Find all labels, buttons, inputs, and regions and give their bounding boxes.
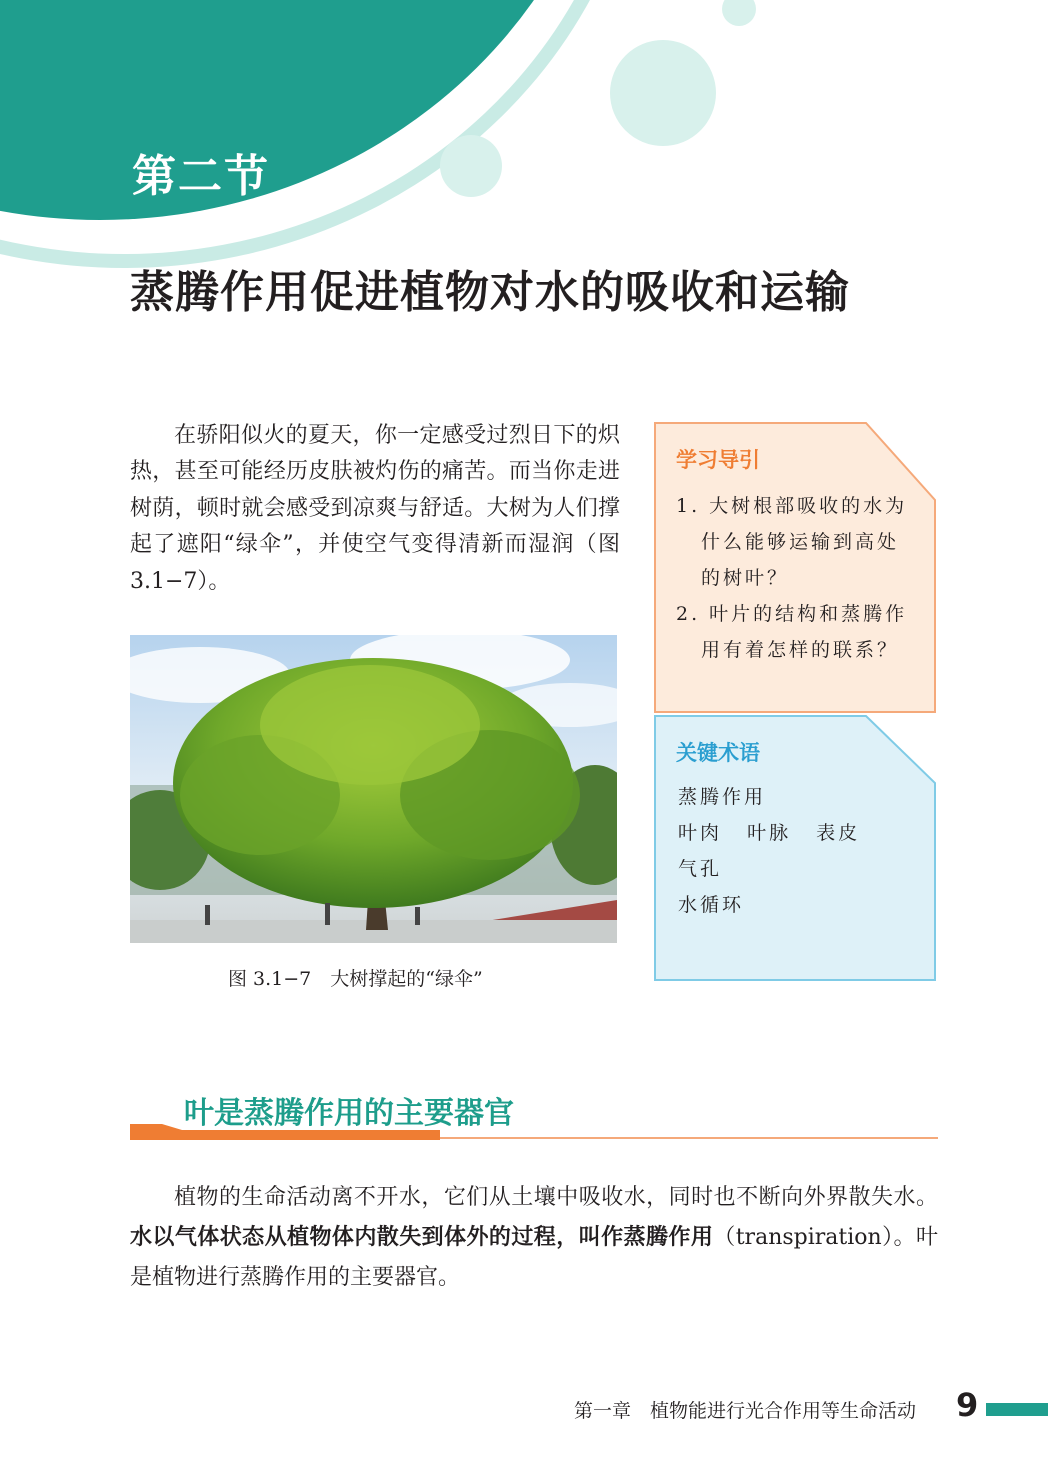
decor-circle-tiny (722, 0, 756, 26)
figure-caption: 图 3.1−7 大树撑起的“绿伞” (228, 968, 483, 990)
key-term: 水循环 (678, 894, 745, 916)
footer-chapter: 第一章 植物能进行光合作用等生命活动 (574, 1400, 917, 1422)
page-bar (986, 1403, 1048, 1416)
decor-circle-large (610, 40, 716, 146)
tree-illustration (130, 635, 617, 943)
study-guide-item: 1. 大树根部吸收的水为什么能够运输到高处的树叶？ (676, 495, 908, 589)
page-number: 9 (956, 1386, 979, 1424)
key-term: 气孔 (678, 858, 723, 880)
subsection-heading-rule (130, 1118, 938, 1142)
decor-circle-small (440, 135, 502, 197)
paragraph-text: （transpiration）。叶是植物进行蒸腾作用的主要器官。 (130, 1225, 938, 1290)
study-guide-list (676, 488, 916, 668)
key-terms-list (678, 779, 876, 923)
subsection-heading: 叶是蒸腾作用的主要器官 (184, 1096, 514, 1131)
key-term: 蒸腾作用 (678, 786, 767, 808)
key-term-row (678, 815, 876, 851)
page-title: 蒸腾作用促进植物对水的吸收和运输 (130, 267, 850, 318)
definition-text: 水以气体状态从植物体内散失到体外的过程，叫作蒸腾作用 (130, 1225, 714, 1250)
section-label: 第二节 (132, 151, 270, 202)
key-term: 叶脉 (747, 822, 792, 844)
key-term: 叶肉 (678, 822, 723, 844)
study-guide-item: 2. 叶片的结构和蒸腾作用有着怎样的联系？ (676, 603, 908, 661)
paragraph-text: 植物的生命活动离不开水，它们从土壤中吸收水，同时也不断向外界散失水。 (174, 1185, 938, 1210)
key-terms-title: 关键术语 (676, 741, 760, 765)
study-guide-title: 学习导引 (676, 448, 760, 472)
subsection-paragraph (130, 1178, 938, 1298)
intro-paragraph: 在骄阳似火的夏天，你一定感受过烈日下的炽热，甚至可能经历皮肤被灼伤的痛苦。而当你走进树荫，顿时就会感受到凉爽与舒适。大树为人们撑起了遮阳“绿伞”，并使空气变得清新而湿润（图 3.1−7）。 (130, 423, 620, 594)
tree-photo (130, 635, 617, 943)
key-term: 表皮 (816, 822, 861, 844)
